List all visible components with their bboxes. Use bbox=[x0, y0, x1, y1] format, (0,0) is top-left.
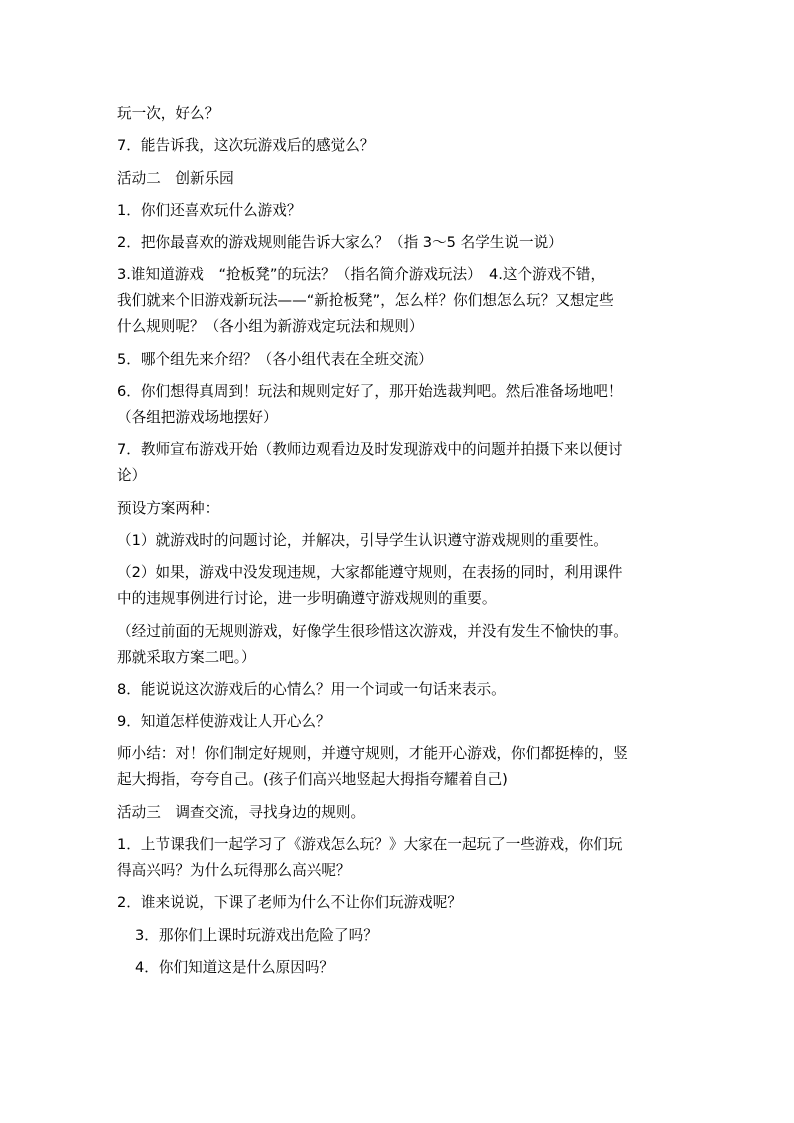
text-line: 1．上节课我们一起学习了《游戏怎么玩？》大家在一起玩了一些游戏，你们玩 bbox=[117, 836, 623, 854]
text-line: （经过前面的无规则游戏，好像学生很珍惜这次游戏，并没有发生不愉快的事。 bbox=[117, 622, 628, 640]
text-line: 2．谁来说说，下课了老师为什么不让你们玩游戏呢？ bbox=[117, 894, 462, 912]
text-line: 9．知道怎样使游戏让人开心么？ bbox=[117, 713, 331, 731]
text-line: 3.谁知道游戏 “抢板凳”的玩法？（指名简介游戏玩法） 4.这个游戏不错， bbox=[117, 266, 606, 284]
text-line: 4．你们知道这是什么原因吗？ bbox=[135, 958, 335, 976]
text-line: 那就采取方案二吧。） bbox=[117, 648, 256, 666]
text-line: 预设方案两种： bbox=[117, 499, 220, 517]
text-line: 7．教师宣布游戏开始（教师边观看边及时发现游戏中的问题并拍摄下来以便讨 bbox=[117, 441, 623, 459]
text-line: 什么规则呢？（各小组为新游戏定玩法和规则） bbox=[117, 318, 424, 336]
document-body bbox=[117, 101, 677, 987]
text-line: 起大拇指，夸夸自己。(孩子们高兴地竖起大拇指夸耀着自己) bbox=[117, 771, 508, 789]
text-line: （2）如果，游戏中没发现违规，大家都能遵守规则，在表扬的同时，利用课件 bbox=[117, 564, 623, 582]
text-line: 中的违规事例进行讨论，进一步明确遵守游戏规则的重要。 bbox=[117, 590, 497, 608]
text-line: （各组把游戏场地摆好） bbox=[117, 409, 278, 427]
section-heading-activity-2: 活动二 创新乐园 bbox=[117, 169, 234, 187]
text-line: 6．你们想得真周到！玩法和规则定好了，那开始选裁判吧。然后准备场地吧！ bbox=[117, 383, 623, 401]
text-line: 3．那你们上课时玩游戏出危险了吗？ bbox=[135, 926, 378, 944]
section-heading-activity-3: 活动三 调查交流，寻找身边的规则。 bbox=[117, 803, 366, 821]
text-line: 8．能说说这次游戏后的心情么？用一个词或一句话来表示。 bbox=[117, 680, 506, 698]
text-line: 7．能告诉我，这次玩游戏后的感觉么？ bbox=[117, 137, 375, 155]
text-line: 师小结：对！你们制定好规则，并遵守规则，才能开心游戏，你们都挺棒的，竖 bbox=[117, 745, 628, 763]
text-line: 我们就来个旧游戏新玩法——“新抢板凳”，怎么样？你们想怎么玩？又想定些 bbox=[117, 292, 614, 310]
text-line: 2．把你最喜欢的游戏规则能告诉大家么？（指 3～5 名学生说一说） bbox=[117, 234, 563, 252]
text-line: （1）就游戏时的问题讨论，并解决，引导学生认识遵守游戏规则的重要性。 bbox=[117, 531, 608, 549]
text-line: 玩一次，好么？ bbox=[117, 105, 220, 122]
text-line: 论） bbox=[117, 467, 147, 485]
text-line: 得高兴吗？为什么玩得那么高兴呢？ bbox=[117, 862, 351, 880]
text-line: 1．你们还喜欢玩什么游戏？ bbox=[117, 201, 302, 219]
text-line: 5．哪个组先来介绍？（各小组代表在全班交流） bbox=[117, 350, 433, 368]
